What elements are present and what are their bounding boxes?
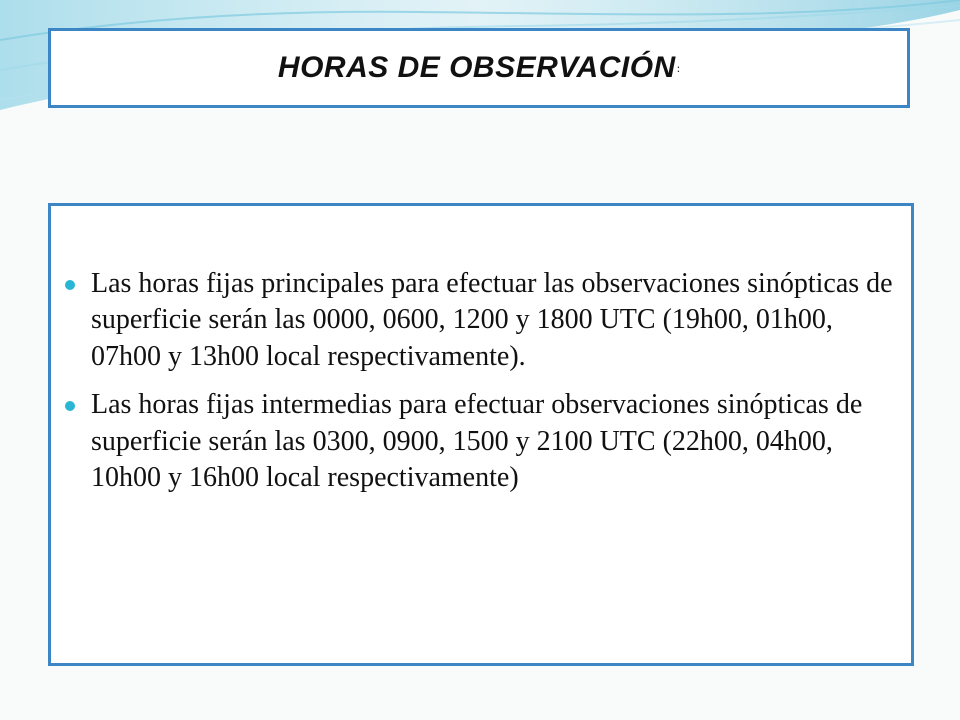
- bullet-item: [65, 387, 899, 496]
- bullet-dot-icon: [65, 401, 75, 411]
- bullet-text: Las horas fijas principales para efectuar las observaciones sinópticas de superficie serán las 0000, 0600, 1200 y 1800 UTC (19h00, 01h00, 07h00 y 13h00 local respectivamente).: [91, 268, 893, 372]
- bullet-list: [65, 266, 899, 508]
- bullet-text: Las horas fijas intermedias para efectuar observaciones sinópticas de superficie serán las 0300, 0900, 1500 y 2100 UTC (22h00, 04h00, 10h00 y 16h00 local respectivamente): [91, 389, 863, 493]
- title-box: [48, 28, 910, 108]
- bullet-dot-icon: [65, 280, 75, 290]
- content-box: [48, 203, 914, 666]
- bullet-item: [65, 266, 899, 375]
- title-suffix: :: [676, 60, 681, 75]
- slide-title: HORAS DE OBSERVACIÓN: [277, 51, 676, 84]
